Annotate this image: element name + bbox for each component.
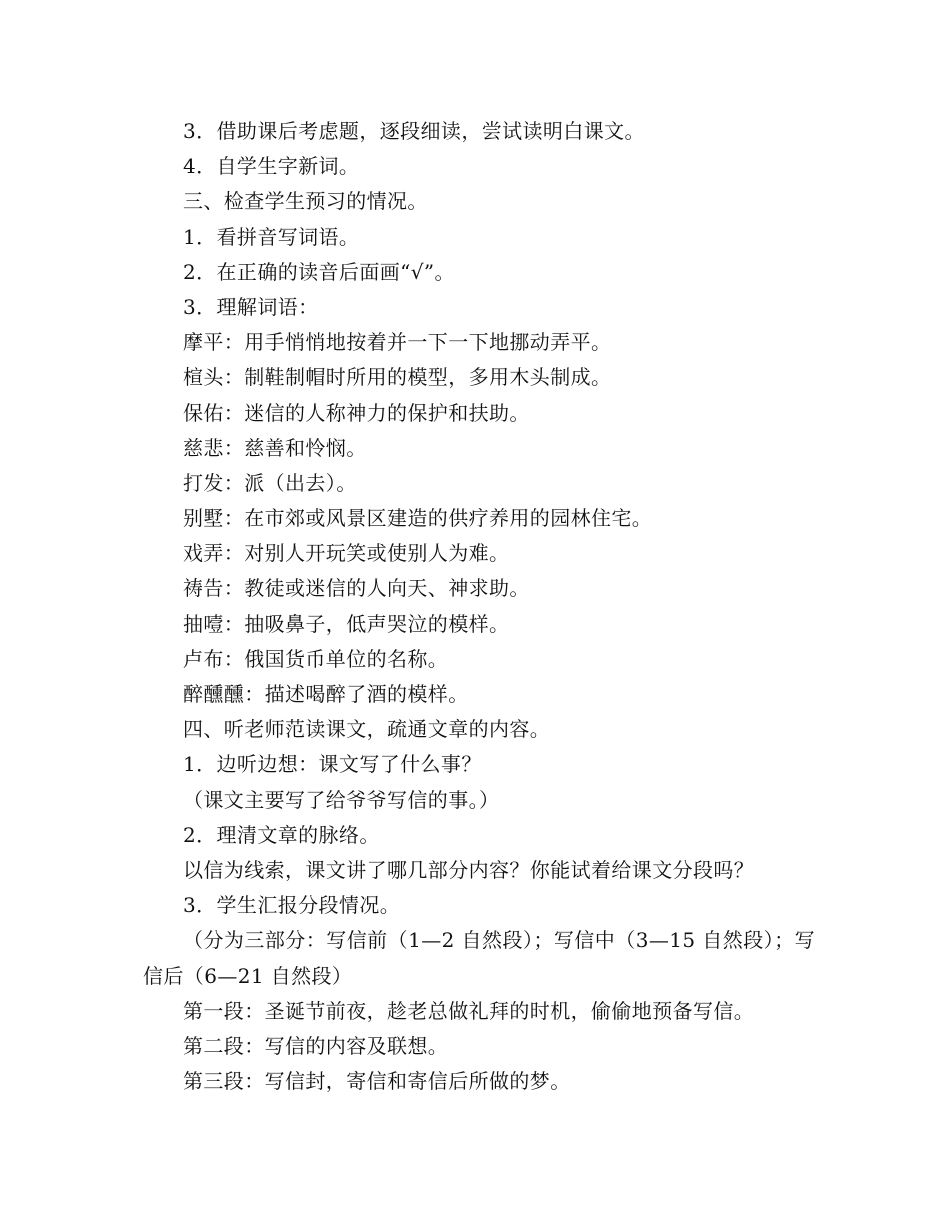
text-line: 第二段：写信的内容及联想。	[183, 1033, 449, 1058]
text-line: 4．自学生字新词。	[183, 154, 360, 179]
answer-line: （课文主要写了给爷爷写信的事。）	[183, 787, 500, 812]
vocab-definition: 祷告：教徒或迷信的人向天、神求助。	[183, 576, 530, 601]
text-line: 3．理解词语：	[183, 294, 319, 319]
vocab-definition: 别墅：在市郊或风景区建造的供疗养用的园林住宅。	[183, 506, 653, 531]
vocab-definition: 摩平：用手悄悄地按着并一下一下地挪动弄平。	[183, 330, 612, 355]
text-line: 2．理清文章的脉络。	[183, 822, 380, 847]
vocab-definition: 卢布：俄国货币单位的名称。	[183, 646, 449, 671]
answer-paragraph: （分为三部分：写信前（1—2 自然段）；写信中（3—15 自然段）；写信后（6—21 自然段）	[143, 928, 815, 988]
vocab-definition: 戏弄：对别人开玩笑或使别人为难。	[183, 541, 510, 566]
text-line: 3．学生汇报分段情况。	[183, 893, 401, 918]
vocab-definition: 慈悲：慈善和怜悯。	[183, 435, 367, 460]
text-line: 1．看拼音写词语。	[183, 224, 360, 249]
vocab-definition: 保佑：迷信的人称神力的保护和扶助。	[183, 400, 530, 425]
section-heading: 四、听老师范读课文，疏通文章的内容。	[183, 717, 551, 742]
text-line: 第一段：圣诞节前夜，趁老总做礼拜的时机，偷偷地预备写信。	[183, 998, 755, 1023]
text-line: 2．在正确的读音后面画“√”。	[183, 259, 455, 284]
vocab-definition: 抽噎：抽吸鼻子，低声哭泣的模样。	[183, 611, 510, 636]
vocab-definition: 醉醺醺：描述喝醉了酒的模样。	[183, 682, 469, 706]
text-line: 3．借助课后考虑题，逐段细读，尝试读明白课文。	[183, 119, 645, 143]
vocab-definition: 打发：派（出去）。	[183, 470, 357, 495]
text-line: 1．边听边想：课文写了什么事？	[183, 752, 482, 777]
text-line: 第三段：写信封，寄信和寄信后所做的梦。	[183, 1069, 571, 1094]
vocab-definition: 楦头：制鞋制帽时所用的模型，多用木头制成。	[183, 365, 612, 390]
section-heading: 三、检查学生预习的情况。	[183, 189, 428, 214]
text-line: 以信为线索，课文讲了哪几部分内容？你能试着给课文分段吗？	[183, 857, 755, 882]
document-body	[143, 114, 815, 1099]
